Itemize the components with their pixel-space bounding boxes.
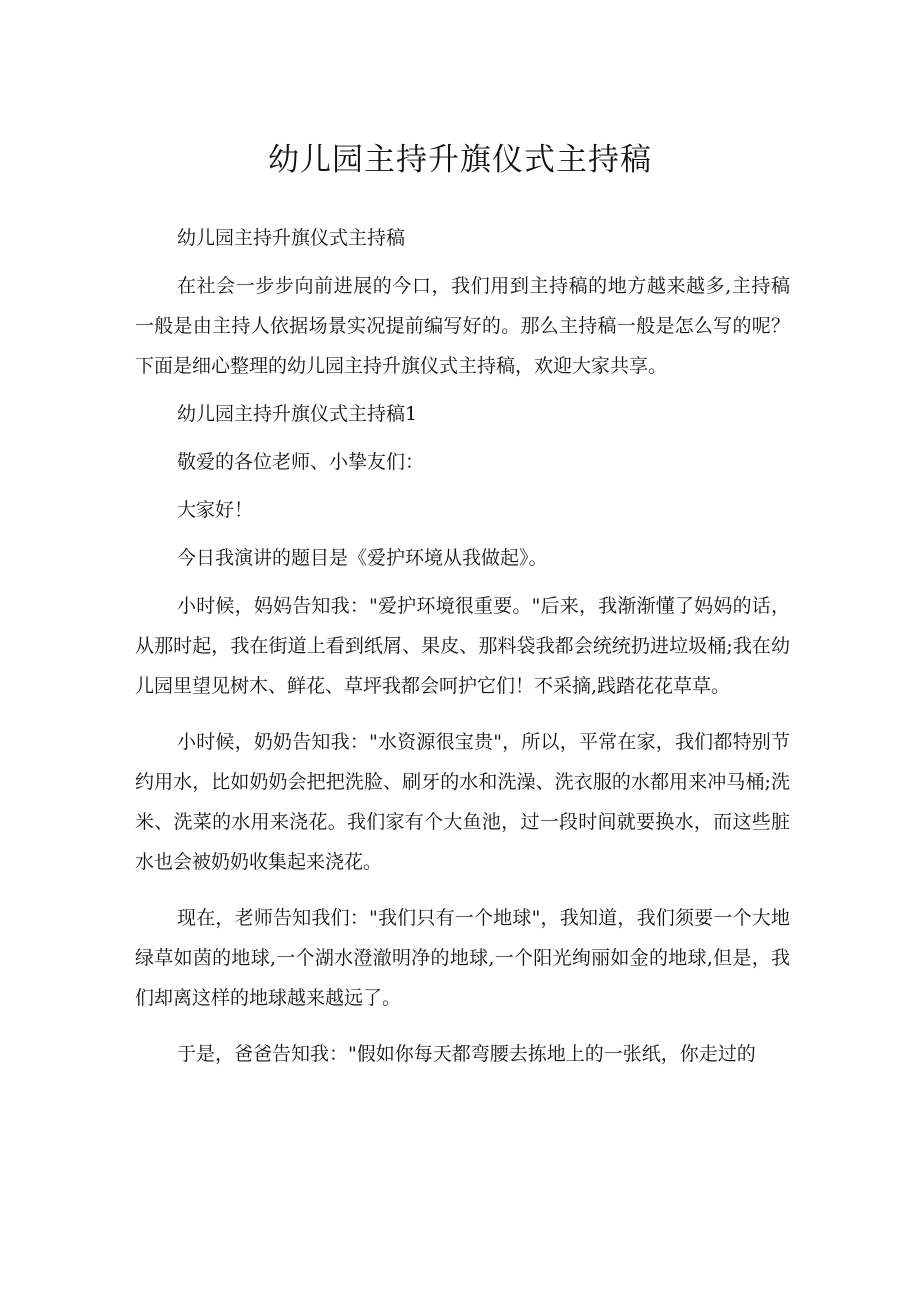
paragraph-section-heading: 幼儿园主持升旗仪式主持稿1 bbox=[177, 403, 418, 425]
paragraph-subtitle: 幼儿园主持升旗仪式主持稿 bbox=[177, 227, 406, 249]
paragraph-salutation: 敬爱的各位老师、小挚友们： bbox=[177, 451, 425, 473]
document-body bbox=[135, 218, 790, 1074]
paragraph-intro: 在社会一步步向前进展的今口，我们用到主持稿的地方越来越多,主持稿一般是由主持人依据场景实况提前编写好的。那么主持稿一般是怎么写的呢？下面是细心整理的幼儿园主持升旗仪式主持稿，欢迎大家共享。 bbox=[135, 275, 790, 377]
paragraph-greeting: 大家好！ bbox=[177, 499, 254, 521]
paragraph-grandmother: 小时候，奶奶告知我："水资源很宝贵"，所以，平常在家，我们都特别节约用水，比如奶奶会把把洗脸、刷牙的水和洗澡、洗衣服的水都用来冲马桶;洗米、洗菜的水用来浇花。我们家有个大鱼池，过一段时间就要换水，而这些脏水也会被奶奶收集起来浇花。 bbox=[135, 731, 790, 873]
paragraph-father: 于是，爸爸告知我："假如你每天都弯腰去拣地上的一张纸，你走过的 bbox=[177, 1043, 756, 1065]
paragraph-teacher: 现在，老师告知我们："我们只有一个地球"，我知道，我们须要一个大地绿草如茵的地球,一个湖水澄澈明净的地球,一个阳光绚丽如金的地球,但是，我们却离这样的地球越来越远了。 bbox=[135, 907, 790, 1009]
paragraph-topic: 今日我演讲的题目是《爱护环境从我做起》。 bbox=[177, 547, 548, 569]
paragraph-mother: 小时候，妈妈告知我："爱护环境很重要。"后来，我渐渐懂了妈妈的话，从那时起，我在街道上看到纸屑、果皮、那料袋我都会统统扔进垃圾桶;我在幼儿园里望见树木、鲜花、草坪我都会呵护它们！不采摘,践踏花花草草。 bbox=[135, 595, 790, 697]
document-title: 幼儿园主持升旗仪式主持稿 bbox=[268, 142, 652, 178]
